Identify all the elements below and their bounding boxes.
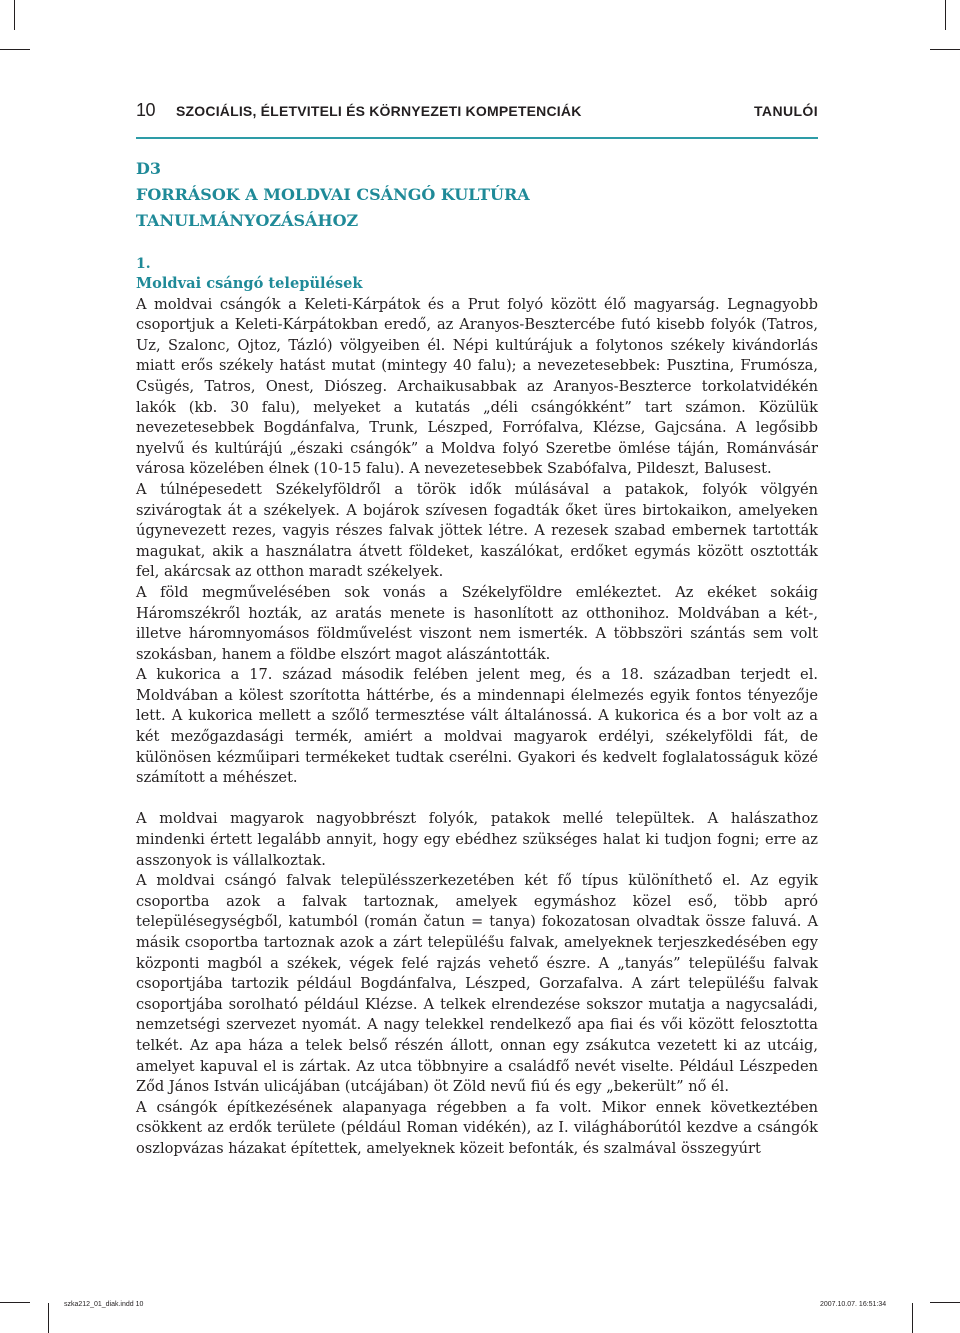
chapter-title-line-2: TANULMÁNYOZÁSÁHOZ	[136, 211, 359, 230]
section-title: SZOCIÁLIS, ÉLETVITELI ÉS KÖRNYEZETI KOMPETENCIÁK	[176, 103, 582, 119]
section-title: Moldvai csángó települések	[136, 275, 363, 292]
paragraph: A túlnépesedett Székelyföldről a török idők múlásával a patakok, folyók völgyén szivárogtak át a székelyek. A bojárok szívesen fogadták őket üres birtokaikon, amelyeken úgynevezett rezes, vagyis részes falvak jöttek létre. A rezesek szabad embernek tartották magukat, akik a használatra átvett földeket, kaszálókat, erdőket egymás között osztották fel, akárcsak az otthon maradt székelyek.	[136, 480, 818, 581]
page-number: 10	[136, 100, 156, 120]
main-content	[136, 156, 818, 1160]
crop-mark	[48, 1303, 49, 1333]
crop-mark	[912, 1303, 913, 1333]
crop-mark	[930, 49, 960, 50]
paragraph: A kukorica a 17. század második felében jelent meg, és a 18. században terjedt el. Moldvában a kölest szorította háttérbe, és a mindennapi élelmezés egyik fontos tényezője lett. A kukorica mellett a szőlő termesztése vált általánossá. A kukorica és a bor volt az a két mezőgazdasági termék, amiért a moldvai magyarok erdélyi, székelyföldi fát, de különösen kézműipari termékeket tudtak cserélni. Gyakori és kedvelt foglalatosságuk közé számított a méhészet.	[136, 666, 818, 787]
slug-timestamp: 2007.10.07. 16:51:34	[820, 1301, 887, 1308]
crop-mark	[0, 49, 30, 50]
audience-label: TANULÓI	[754, 103, 818, 119]
chapter-heading	[136, 156, 818, 234]
paragraph: A föld megművelésében sok vonás a Székelyföldre emlékeztet. Az ekéket sokáig Háromszékről hozták, az aratás menete is hasonlított az otthonihoz. Moldvában a két-, illetve háromnyomásos földművelést viszont nem ismerték. A többszöri szántás sem volt szokásban, hanem a földbe elszórt magot alászántották.	[136, 583, 818, 663]
paragraph: A moldvai magyarok nagyobbrészt folyók, patakok mellé települtek. A halászathoz mindenki értett legalább annyit, hogy egy ebédhez szükséges halat ki tudjon fogni; erre az asszonyok is vállalkoztak.	[136, 810, 818, 869]
paragraph: A csángók építkezésének alapanyaga régebben a fa volt. Mikor ennek következtében csökkent az erdők területe (például Roman vidékén), az I. világháborútól kezdve a csángók oszlopvázas házakat építettek, amelyeknek közeit befonták, és szalmával összegyúrt	[136, 1098, 818, 1157]
running-head	[136, 100, 818, 124]
paragraph: A moldvai csángó falvak településszerkezetében két fő típus különíthető el. Az egyik csoportba azok a falvak tartoznak, amelyek egymáshoz közel eső, több apró településegységből, katumból (román čatun = tanya) fokozatosan olvadtak össze faluvá. A másik csoportba tartoznak azok a zárt település̋u falvak, amelyeknek terjeszkedésében egy központi magból a székek, végek felé rajzás vehető észre. A „tanyás” település̋u falvak csoportjába tartozik például Bogdánfalva, Lészped, Gorzafalva. A zárt település̋u falvak csoportjába sorolható például Klézse. A telkek elrendezése sokszor mutatja a nagycsaládi, nemzetségi szervezet nyomát. A nagy telekkel rendelkező apa fiai és vői között felosztotta telkét. Az apa háza a telek belső részén állott, onnan egy zsákutca vezetett ki az utcáig, amelyet kapuval el is zártak. Az utca többnyire a családfő nevét viselte. Például Lészpeden Ződ János István ulicájában (utcájában) öt Zöld nevű fiú és egy „bekerült” nő él.	[136, 872, 818, 1096]
paragraph: A moldvai csángók a Keleti-Kárpátok és a Prut folyó között élő magyarság. Legnagyobb csoportjuk a Keleti-Kárpátokban eredő, az Aranyos-Besztercébe futó kisebb folyók (Tatros, Uz, Szalonc, Ojtoz, Tázló) völgyeiben él. Népi kultúrájuk a folytonos székely kivándorlás miatt erős székely hatást mutat (mintegy 40 falu); a nevezetesebbek: Pusztina, Frumósza, Csügés, Tatros, Onest, Diószeg. Archaikusabbak az Aranyos-Beszterce torkolatvidékén lakók (kb. 30 falu), melyeket a kutatás „déli csángókként” tart számon. Közülük nevezetesebbek Bogdánfalva, Trunk, Lészped, Forrófalva, Klézse, Gajcsána. A legősibb nyelvű és kultúrájú „északi csángók” a Moldva folyó Szeretbe ömlése táján, Románvásár városa közelében élnek (10-15 falu). A nevezetesebbek Szabófalva, Pildeszt, Balusest.	[136, 295, 818, 478]
chapter-title-line-1: FORRÁSOK A MOLDVAI CSÁNGÓ KULTÚRA	[136, 185, 530, 204]
slug-filename: szka212_01_diak.indd 10	[64, 1301, 144, 1308]
crop-mark	[930, 1302, 960, 1303]
crop-mark	[14, 0, 15, 30]
crop-mark	[0, 1302, 30, 1303]
chapter-code: D3	[136, 159, 162, 178]
crop-mark	[945, 0, 946, 30]
header-rule	[136, 137, 818, 139]
section-number: 1.	[136, 256, 151, 272]
